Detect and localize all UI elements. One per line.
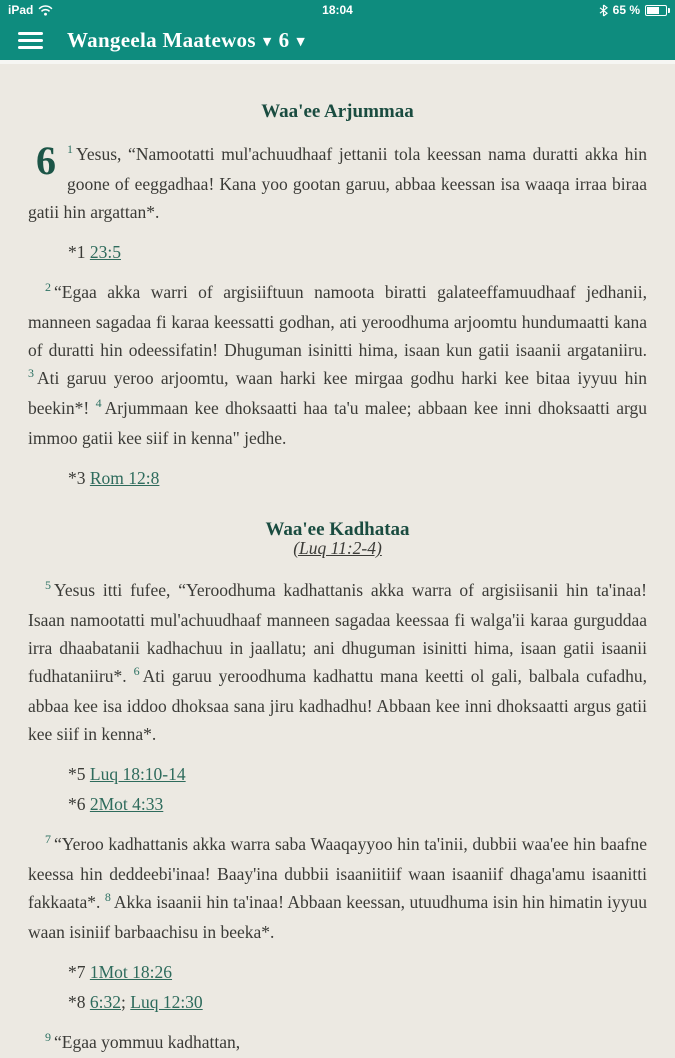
footnote-marker: *6 [68, 794, 86, 814]
verse-number: 3 [28, 366, 34, 380]
footnote-marker: *7 [68, 962, 86, 982]
bluetooth-icon [599, 4, 608, 17]
verse-text: Yesus itti fufee, “Yeroodhuma kadhattanis akka warra of argisiisanii hin ta'inaa! Isaan namootatti mul'achuudhaaf manneen sagadaa keessaa fi walga'ii karaa gurguddaa irra dhaabatanii kadhachuu in jaallatu; ani dhuguman isinitti hima, isaan gatii isaanii fudhataniiru*. [28, 580, 647, 686]
cross-reference-link[interactable]: Luq 12:30 [130, 992, 203, 1012]
book-caret-icon[interactable]: ▼ [262, 34, 272, 48]
verse-text: Akka isaanii hin ta'inaa! Abbaan keessan, utuudhuma isin hin himatin iyyuu waan isiniif barbaachisu in beeka*. [28, 892, 647, 942]
verse-number: 8 [104, 890, 111, 904]
cross-reference-link[interactable]: 23:5 [89, 242, 121, 262]
verse-text: Yesus, “Namootatti mul'achuudhaaf jettanii tola keessan nama duratti akka hin goone of eeggadhaa! Kana yoo gootan garuu, abbaa keessan isa waaqa irraa biraa gatii hin argattan*. [28, 144, 647, 222]
cross-reference-link[interactable]: Rom 12:8 [89, 468, 160, 488]
section-heading: Waa'ee Arjummaa [261, 101, 414, 122]
footnote-marker: *3 [68, 468, 86, 488]
verse-text: Arjummaan kee dhoksaatti haa ta'u malee; abbaan kee inni dhoksaatti argu immoo gatii kee siif in kenna" jedhe. [28, 398, 648, 448]
footnote [68, 790, 647, 818]
verse-text: “Egaa akka warri of argisiiftuun namoota biratti galateeffamuudhaaf jedhanii, manneen sagadaa fi karaa keessatti godhan, ati yeroodhuma arjoomtu hundumaatti kana of duratti hin odeessifatin! Dhuguman isinitti hima, isaan kun gatii isaanii argataniiru. [28, 282, 647, 360]
device-label: iPad [8, 3, 34, 17]
verse-number: 6 [133, 664, 140, 678]
footnote-marker: *1 [68, 242, 86, 262]
cross-reference-link[interactable]: 6:32 [89, 992, 121, 1012]
chapter-drop-cap: 6 [36, 138, 56, 183]
cross-reference-link[interactable]: 2Mot 4:33 [89, 794, 164, 814]
verse-paragraph [28, 278, 647, 452]
verse-paragraph [28, 576, 647, 748]
battery-percent: 65 % [612, 3, 640, 17]
verse-number: 1 [67, 142, 73, 156]
verse-text: Ati garuu yeroodhuma kadhattu mana keetti ol gali, balbala cufadhu, abbaa kee isa iddoo dhoksaa sana jiru kadhadhu! Abbaan kee inni dhoksaatti argus gatii kee siif in kenna*. [28, 666, 648, 744]
verse-number: 9 [45, 1030, 51, 1044]
chapter-caret-icon[interactable]: ▼ [296, 34, 306, 48]
verse-number: 2 [45, 280, 51, 294]
status-bar [0, 0, 675, 20]
nav-title [67, 28, 305, 53]
hamburger-menu-icon[interactable] [18, 32, 43, 49]
footnote [68, 464, 647, 492]
verse-text: “Yeroo kadhattanis akka warra saba Waaqayyoo hin ta'inii, dubbii waa'ee hin baafne keessa hin deddeebi'inaa! Baay'ina dubbii isaaniitiif waan isaaniif dhaga'amu isaanitti fakkaata*. [28, 834, 647, 912]
footnote [68, 988, 647, 1016]
book-title-dropdown[interactable]: Wangeela Maatewos [67, 27, 256, 52]
nav-bar [0, 20, 675, 60]
scripture-content [0, 64, 675, 1058]
cross-reference-link[interactable]: Luq 18:10-14 [89, 764, 186, 784]
verse-number: 4 [95, 396, 102, 410]
verse-paragraph [28, 830, 647, 946]
verse-number: 7 [45, 832, 51, 846]
footnote [68, 238, 647, 266]
verse-paragraph [28, 140, 647, 226]
verse-text: “Egaa yommuu kadhattan, [54, 1032, 241, 1052]
footnote-separator: ; [121, 992, 131, 1012]
verse-text: Ati garuu yeroo arjoomtu, waan harki kee mirgaa godhu harki kee bitaa iyyuu hin beekin*! [28, 368, 647, 418]
verse-paragraph [28, 1028, 647, 1058]
footnote-marker: *8 [68, 992, 86, 1012]
section-subtitle [28, 536, 647, 560]
cross-reference-link[interactable]: 1Mot 18:26 [89, 962, 173, 982]
battery-icon [645, 5, 667, 16]
footnote [68, 760, 647, 788]
wifi-icon [38, 5, 53, 16]
parallel-passage-link[interactable]: (Luq 11:2-4) [293, 538, 382, 558]
footnote [68, 958, 647, 986]
clock: 18:04 [322, 3, 353, 17]
chapter-dropdown[interactable]: 6 [278, 27, 290, 52]
section-heading: Waa'ee Kadhataa [265, 519, 410, 540]
verse-number: 5 [45, 578, 51, 592]
footnote-marker: *5 [68, 764, 86, 784]
